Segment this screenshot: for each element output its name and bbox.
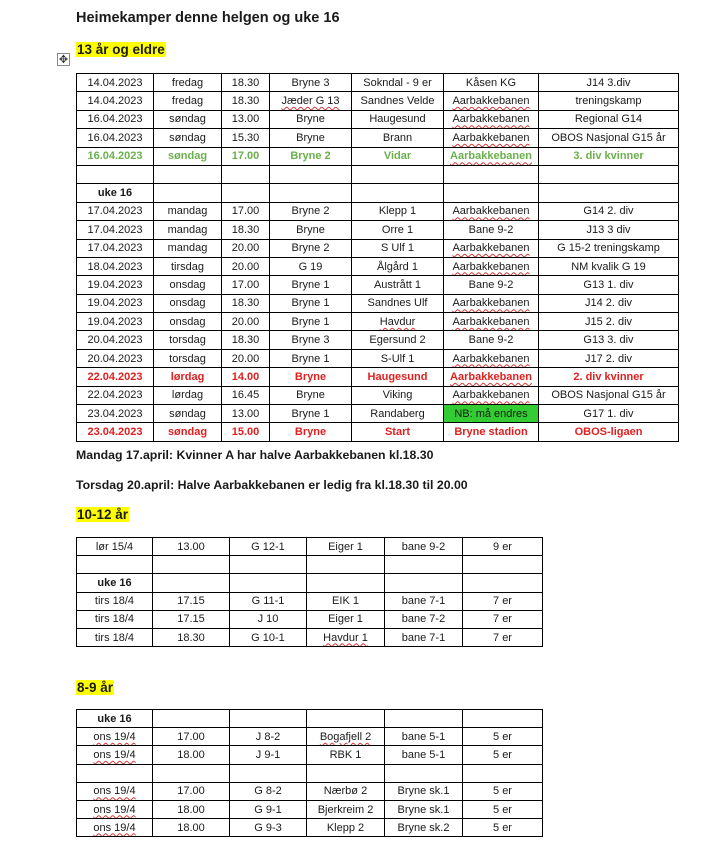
- table-cell: mandag: [154, 202, 222, 220]
- table-cell: J 10: [230, 610, 307, 628]
- table-cell: bane 9-2: [385, 538, 463, 556]
- table-cell: 18.04.2023: [77, 257, 154, 275]
- table-cell: G 19: [270, 257, 352, 275]
- table-row: [77, 628, 543, 646]
- table-cell: torsdag: [154, 331, 222, 349]
- table-row-empty: [77, 764, 543, 782]
- table-cell: uke 16: [77, 710, 153, 728]
- table-row: [77, 538, 543, 556]
- table-cell: [154, 184, 222, 202]
- table-cell: 18.00: [153, 819, 230, 837]
- table-cell: 5 er: [463, 800, 543, 818]
- table-cell: [385, 764, 463, 782]
- table-cell: G 8-2: [230, 782, 307, 800]
- table-cell: Aarbakkebanen: [444, 129, 539, 147]
- table-cell: Randaberg: [352, 405, 444, 423]
- table-cell: søndag: [154, 423, 222, 441]
- table-cell: S-Ulf 1: [352, 349, 444, 367]
- table-cell: 22.04.2023: [77, 386, 154, 404]
- table-cell: G17 1. div: [539, 405, 679, 423]
- table-row: [77, 405, 679, 423]
- table-row: [77, 819, 543, 837]
- table-cell: 15.00: [222, 423, 270, 441]
- table-cell: ons 19/4: [77, 800, 153, 818]
- table-cell: Aarbakkebanen: [444, 313, 539, 331]
- table-cell: 23.04.2023: [77, 423, 154, 441]
- table-cell: [539, 184, 679, 202]
- table-row: [77, 276, 679, 294]
- table-cell: 5 er: [463, 819, 543, 837]
- table-cell: søndag: [154, 129, 222, 147]
- table-row: [77, 800, 543, 818]
- table-cell: [153, 710, 230, 728]
- table-cell: [385, 710, 463, 728]
- table-cell: Ålgård 1: [352, 257, 444, 275]
- table-cell: Bryne: [270, 129, 352, 147]
- schedule-table-13-plus: [76, 73, 679, 442]
- table-cell: Havdur 1: [307, 628, 385, 646]
- table-cell: Klepp 1: [352, 202, 444, 220]
- table-cell: OBOS Nasjonal G15 år: [539, 386, 679, 404]
- table-cell: J15 2. div: [539, 313, 679, 331]
- table-cell: lørdag: [154, 368, 222, 386]
- table-row: [77, 257, 679, 275]
- table-cell: 18.30: [222, 221, 270, 239]
- table-cell: 5 er: [463, 728, 543, 746]
- table-cell: Bjerkreim 2: [307, 800, 385, 818]
- note-monday: Mandag 17.april: Kvinner A har halve Aarbakkebanen kl.18.30: [76, 448, 434, 462]
- table-cell: tirs 18/4: [77, 628, 153, 646]
- table-cell: 16.45: [222, 386, 270, 404]
- table-cell: 19.04.2023: [77, 276, 154, 294]
- table-cell: [307, 574, 385, 592]
- table-cell: ons 19/4: [77, 728, 153, 746]
- table-row: [77, 349, 679, 367]
- table-cell: EIK 1: [307, 592, 385, 610]
- table-cell: Sandnes Ulf: [352, 294, 444, 312]
- table-cell: Aarbakkebanen: [444, 110, 539, 128]
- table-cell: G 9-3: [230, 819, 307, 837]
- table-cell: 15.30: [222, 129, 270, 147]
- table-cell: 20.00: [222, 239, 270, 257]
- table-cell: 18.30: [222, 92, 270, 110]
- table-cell: [270, 165, 352, 183]
- table-cell: onsdag: [154, 313, 222, 331]
- table-cell: uke 16: [77, 574, 153, 592]
- table-cell: 18.30: [222, 294, 270, 312]
- table-cell: 18.30: [153, 628, 230, 646]
- table-cell: J 8-2: [230, 728, 307, 746]
- table-cell: [352, 184, 444, 202]
- table-cell: 17.00: [153, 782, 230, 800]
- table-cell: 5 er: [463, 746, 543, 764]
- table-cell: 17.15: [153, 610, 230, 628]
- section-heading-8-9: 8-9 år: [77, 680, 114, 695]
- table-cell: G13 1. div: [539, 276, 679, 294]
- table-row-empty: [77, 556, 543, 574]
- table-cell: [153, 574, 230, 592]
- table-row: [77, 610, 543, 628]
- table-cell: Haugesund: [352, 110, 444, 128]
- table-cell: bane 5-1: [385, 746, 463, 764]
- table-cell: Eiger 1: [307, 538, 385, 556]
- table-row: [77, 92, 679, 110]
- table-row: [77, 592, 543, 610]
- table-row: [77, 386, 679, 404]
- table-row: [77, 782, 543, 800]
- table-cell: Aarbakkebanen: [444, 257, 539, 275]
- table-row-week-header: [77, 574, 543, 592]
- table-cell: mandag: [154, 239, 222, 257]
- page-title: Heimekamper denne helgen og uke 16: [76, 10, 340, 26]
- table-cell: Bryne: [270, 368, 352, 386]
- table-cell: fredag: [154, 92, 222, 110]
- table-cell: 14.04.2023: [77, 74, 154, 92]
- section-heading-10-12: 10-12 år: [77, 507, 129, 522]
- table-cell: lørdag: [154, 386, 222, 404]
- table-cell: OBOS Nasjonal G15 år: [539, 129, 679, 147]
- table-cell: 17.00: [222, 276, 270, 294]
- table-cell: Bryne 2: [270, 147, 352, 165]
- table-row: [77, 331, 679, 349]
- table-cell: 13.00: [153, 538, 230, 556]
- table-cell: [230, 764, 307, 782]
- table-cell: J17 2. div: [539, 349, 679, 367]
- table-cell: Aarbakkebanen: [444, 202, 539, 220]
- table-cell: 13.00: [222, 405, 270, 423]
- table-cell: G 9-1: [230, 800, 307, 818]
- table-cell: 7 er: [463, 592, 543, 610]
- table-row-empty: [77, 165, 679, 183]
- table-cell: [230, 710, 307, 728]
- table-cell: 3. div kvinner: [539, 147, 679, 165]
- table-cell: [444, 165, 539, 183]
- table-cell: Bryne: [270, 386, 352, 404]
- table-cell: Bane 9-2: [444, 276, 539, 294]
- table-cell: treningskamp: [539, 92, 679, 110]
- table-cell: [352, 165, 444, 183]
- table-cell: 20.04.2023: [77, 331, 154, 349]
- table-cell: bane 7-1: [385, 628, 463, 646]
- table-cell: Austrått 1: [352, 276, 444, 294]
- table-cell: [463, 556, 543, 574]
- table-cell: [153, 556, 230, 574]
- schedule-table-8-9: [76, 709, 543, 837]
- table-cell: 16.04.2023: [77, 129, 154, 147]
- table-cell: Aarbakkebanen: [444, 368, 539, 386]
- table-cell: Aarbakkebanen: [444, 92, 539, 110]
- table-cell: Viking: [352, 386, 444, 404]
- table-cell: [154, 165, 222, 183]
- table-cell: Bryne 2: [270, 239, 352, 257]
- table-cell: Bryne 3: [270, 331, 352, 349]
- table-cell: Bryne: [270, 423, 352, 441]
- table-cell: 18.30: [222, 331, 270, 349]
- schedule-table-10-12: [76, 537, 543, 647]
- table-cell: Aarbakkebanen: [444, 349, 539, 367]
- table-cell: Bryne sk.1: [385, 782, 463, 800]
- table-cell: Bane 9-2: [444, 331, 539, 349]
- table-cell: [385, 574, 463, 592]
- table-row-week-header: [77, 710, 543, 728]
- table-row: [77, 728, 543, 746]
- table-cell: 16.04.2023: [77, 110, 154, 128]
- table-row: [77, 202, 679, 220]
- table-cell: tirsdag: [154, 257, 222, 275]
- table-cell: G13 3. div: [539, 331, 679, 349]
- table-cell: 18.00: [153, 800, 230, 818]
- table-cell: Eiger 1: [307, 610, 385, 628]
- table-cell: [222, 165, 270, 183]
- table-cell: bane 5-1: [385, 728, 463, 746]
- table-cell: RBK 1: [307, 746, 385, 764]
- table-cell: [307, 710, 385, 728]
- table-cell: 20.00: [222, 349, 270, 367]
- table-cell: [230, 574, 307, 592]
- table-cell: Bryne sk.1: [385, 800, 463, 818]
- note-thursday: Torsdag 20.april: Halve Aarbakkebanen er ledig fra kl.18.30 til 20.00: [76, 478, 468, 492]
- table-cell: Orre 1: [352, 221, 444, 239]
- table-cell: uke 16: [77, 184, 154, 202]
- table-cell: J 9-1: [230, 746, 307, 764]
- table-cell: [307, 764, 385, 782]
- table-row: [77, 221, 679, 239]
- table-cell: 20.00: [222, 313, 270, 331]
- table-cell: Brann: [352, 129, 444, 147]
- table-cell: G 15-2 treningskamp: [539, 239, 679, 257]
- table-cell: [539, 165, 679, 183]
- table-cell: [444, 184, 539, 202]
- table-cell: 20.00: [222, 257, 270, 275]
- table-cell: 17.04.2023: [77, 239, 154, 257]
- table-cell: [153, 764, 230, 782]
- table-cell: [77, 764, 153, 782]
- table-cell: Bane 9-2: [444, 221, 539, 239]
- table-cell: 18.30: [222, 74, 270, 92]
- table-cell: 7 er: [463, 610, 543, 628]
- table-cell: Bryne: [270, 221, 352, 239]
- table-cell: Bryne 1: [270, 294, 352, 312]
- table-cell: 17.04.2023: [77, 221, 154, 239]
- table-cell: 17.00: [222, 147, 270, 165]
- table-cell: Aarbakkebanen: [444, 239, 539, 257]
- table-row: [77, 313, 679, 331]
- table-cell: 2. div kvinner: [539, 368, 679, 386]
- table-row: [77, 294, 679, 312]
- table-cell: 17.00: [222, 202, 270, 220]
- table-cell: G 12-1: [230, 538, 307, 556]
- table-cell: 5 er: [463, 782, 543, 800]
- table-cell: lør 15/4: [77, 538, 153, 556]
- table-cell: tirs 18/4: [77, 610, 153, 628]
- table-cell: 14.04.2023: [77, 92, 154, 110]
- table-cell: Bryne sk.2: [385, 819, 463, 837]
- table-cell: søndag: [154, 405, 222, 423]
- table-cell: Bryne 2: [270, 202, 352, 220]
- table-cell: 20.04.2023: [77, 349, 154, 367]
- table-cell: 17.00: [153, 728, 230, 746]
- table-cell: Aarbakkebanen: [444, 386, 539, 404]
- table-cell: 17.15: [153, 592, 230, 610]
- table-row: [77, 746, 543, 764]
- table-cell: OBOS-ligaen: [539, 423, 679, 441]
- table-move-handle-icon[interactable]: ✥: [58, 53, 69, 66]
- table-cell: søndag: [154, 147, 222, 165]
- table-row-week-header: [77, 184, 679, 202]
- table-cell: S Ulf 1: [352, 239, 444, 257]
- table-cell: 19.04.2023: [77, 313, 154, 331]
- table-cell: fredag: [154, 74, 222, 92]
- table-row-highlight-green: [77, 147, 679, 165]
- table-cell: 9 er: [463, 538, 543, 556]
- table-cell: 17.04.2023: [77, 202, 154, 220]
- table-cell: torsdag: [154, 349, 222, 367]
- table-row: [77, 74, 679, 92]
- table-cell: onsdag: [154, 276, 222, 294]
- table-cell: Start: [352, 423, 444, 441]
- table-cell: [230, 556, 307, 574]
- table-cell: mandag: [154, 221, 222, 239]
- table-cell: søndag: [154, 110, 222, 128]
- table-cell: tirs 18/4: [77, 592, 153, 610]
- table-cell: Klepp 2: [307, 819, 385, 837]
- table-cell: Bryne 3: [270, 74, 352, 92]
- table-cell: Havdur: [352, 313, 444, 331]
- table-cell: Bogafjell 2: [307, 728, 385, 746]
- section-heading-13-plus: 13 år og eldre: [77, 42, 165, 57]
- table-cell: [463, 574, 543, 592]
- table-cell: [385, 556, 463, 574]
- table-cell: G 10-1: [230, 628, 307, 646]
- table-cell: NM kvalik G 19: [539, 257, 679, 275]
- table-cell: 7 er: [463, 628, 543, 646]
- table-cell: [77, 165, 154, 183]
- table-cell: bane 7-1: [385, 592, 463, 610]
- table-cell: [222, 184, 270, 202]
- table-cell: Bryne 1: [270, 313, 352, 331]
- table-cell: Vidar: [352, 147, 444, 165]
- table-cell: Kåsen KG: [444, 74, 539, 92]
- table-cell: Sokndal - 9 er: [352, 74, 444, 92]
- table-cell: J13 3 div: [539, 221, 679, 239]
- table-cell: bane 7-2: [385, 610, 463, 628]
- table-cell: [270, 184, 352, 202]
- table-cell: 22.04.2023: [77, 368, 154, 386]
- table-cell: G 11-1: [230, 592, 307, 610]
- table-cell: Sandnes Velde: [352, 92, 444, 110]
- table-cell: [463, 710, 543, 728]
- table-cell: Regional G14: [539, 110, 679, 128]
- table-cell: Jæder G 13: [270, 92, 352, 110]
- table-cell: J14 3.div: [539, 74, 679, 92]
- table-cell: J14 2. div: [539, 294, 679, 312]
- venue-change-note: NB: må endres: [444, 405, 539, 423]
- table-cell: ons 19/4: [77, 819, 153, 837]
- table-row: [77, 129, 679, 147]
- table-cell: [463, 764, 543, 782]
- table-row-highlight-red: [77, 368, 679, 386]
- table-cell: 13.00: [222, 110, 270, 128]
- table-cell: Bryne 1: [270, 276, 352, 294]
- table-cell: Nærbø 2: [307, 782, 385, 800]
- table-cell: Aarbakkebanen: [444, 147, 539, 165]
- table-cell: 16.04.2023: [77, 147, 154, 165]
- table-cell: [77, 556, 153, 574]
- table-cell: 23.04.2023: [77, 405, 154, 423]
- table-cell: 14.00: [222, 368, 270, 386]
- table-cell: Egersund 2: [352, 331, 444, 349]
- table-cell: Bryne 1: [270, 349, 352, 367]
- table-row: [77, 110, 679, 128]
- table-cell: Haugesund: [352, 368, 444, 386]
- table-cell: Bryne stadion: [444, 423, 539, 441]
- table-row: [77, 239, 679, 257]
- table-row-highlight-red: [77, 423, 679, 441]
- table-cell: ons 19/4: [77, 746, 153, 764]
- table-cell: ons 19/4: [77, 782, 153, 800]
- table-cell: Bryne: [270, 110, 352, 128]
- table-cell: 19.04.2023: [77, 294, 154, 312]
- table-cell: Aarbakkebanen: [444, 294, 539, 312]
- table-cell: [307, 556, 385, 574]
- table-cell: onsdag: [154, 294, 222, 312]
- table-cell: G14 2. div: [539, 202, 679, 220]
- table-cell: 18.00: [153, 746, 230, 764]
- table-cell: Bryne 1: [270, 405, 352, 423]
